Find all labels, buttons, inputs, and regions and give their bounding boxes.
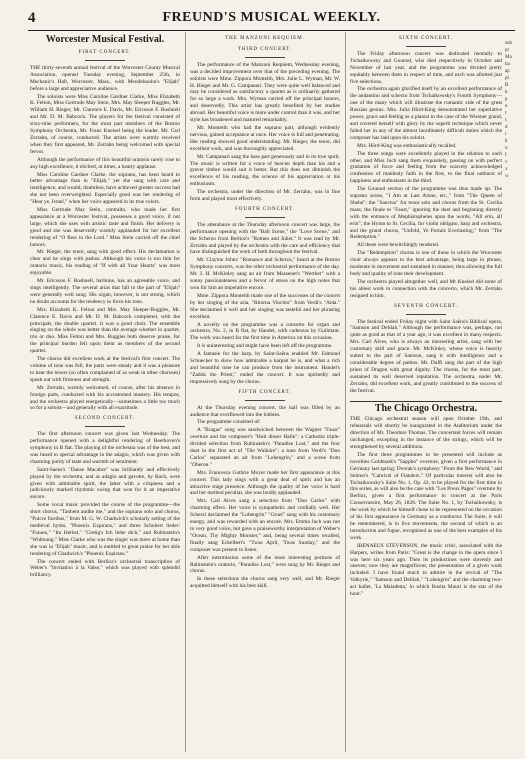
section-divider [85,426,125,427]
paragraph: Mr. Campanari sang the bass part generously and in its true spirit. The music is written for a voice of heavier depth than his and a graver timbre would suit it better. But this does not diminish the excellence of his reading, the science of his appreciation or his enthusiasm. [190,153,340,188]
paragraph: Mr. Ericsson F. Bushnell, baritone, has an agreeable voice, and sings intelligently. The several arias that fall to the part of "Elijah" were generally well sung. His organ, however, is not strong, which no doubt accounts for the tendency to force his tone. [30,278,180,305]
paragraph: THE thirty-seventh annual festival of the Worcester County Musical Association, opened Tuesday evening, September 25th, in Mechanic's Hall, Worcester, Mass., with Mendelssohn's "Elijah" before a large and appreciative audience. [30,64,180,92]
article-title-chicago-orchestra: The Chicago Orchestra. [374,402,478,414]
section-second-concert: SECOND CONCERT. [74,416,136,422]
paragraph: The "Redemption" chorus is one of those in which the Worcester choir always appears to the best advantage, being large in phrase, moderate in movement and sustained in manner, thus allowing the full body and quality of tone their development. [350,250,502,277]
section-divider [245,217,285,218]
paragraph: The first three programmes to be presented will include as novelties Goldmark's "Sappho" overture, given a first performance in Germany last spring; Dvorak's symphony "From the New World," and Selmer's "Carnival of Flanders." Of particular interest will also be Tschaikowsky's Suite No. 1, Op. 43, to be played for the first time in this series, as will also be the case with "Les Preux Pages" overture by Berlioz, given a first performance in concert at the Paris Conservatoire, May 26, 1828. The Suite No. 1, by Tschaikowsky, is the work by which he himself chose to be represented on the occasion of his first appearance in Germany as a conductor. The Suite, it will be remembered, is in five movements, the second of which is an introduction and fugue, recognized as one of the best examples of his work. [350,451,502,541]
article-title-worcester: Worcester Musical Festival. [45,34,165,45]
paragraph: Mrs. Hörd-King was enthusiastically recalled. [357,142,457,149]
paragraph: The performance of the Manzoni Requiem, Wednesday evening, was a decided improvement over that of the preceding evening. The soloists were Mme. Zippora Monteith, Mrs. Julie L. Wyman, Mr. W. H. Rieger and Mr. G. Campanari. They were quite well balanced and may be considered as satisfactory a quartet as is ordinarily gathered for so large a work. Mrs. Wyman carried off the principal honors, and deservedly. This artist has greatly benefited by her studies abroad. Her beautiful voice is more under control than it was, and her style has broadened and matured remarkably. [190,61,340,124]
section-manzoni-requiem: THE MANZONI REQUIEM. [225,36,305,41]
paragraph: The orchestra again glorified itself by an excellent performance of the andantino and scherzo from Tschaikowsky's Fourth Symphony—one of the many which will illustrate the romantic side of the great Russian genius. Mrs. Julia Hörd-King demonstrated her superlative power, grace and feeling as a pianist in the case of the Wiesner grand, and covered herself with glory by the superb technique which never failed her in any of the almost inordinately difficult duties which the composer has laid upon his soloist. [350,86,502,141]
paragraph: The orchestra played altogether well, and Mr Kneisel did some of his ablest work in connection with the concerto, which Mr. Zerrahn resigned to him. [350,278,502,299]
paragraph: Saint-Saens's "Danse Macabre" was brilliantly and effectively played by the orchestra, and as adagio and gavotte, by Bach, were given with admirable spirit, the latter with a crispness and a judiciously marked rhythmic swing that won for it an imperative encore. [30,466,180,501]
paragraph: Mme. Zippora Monteith made one of the successes of the concert by her singing of the aria, "Ritorna Vincitor" from Verdi's "Aida." She declaimed it well and her singing was tasteful and her phrasing excellent. [190,292,340,320]
paragraph: The Gounod section of the programme was thus made up: The soprano scene, "I Am at Last Alone, etc.," from "The Queen of Sheba"; the "Sanctus" for tenor solo and chorus from the St. Cecilia mass; the finale to "Faust," ignoring the duet and beginning directly with the entrance of Mephistopheles upon the words, "All erin, all erin"; the Hymn to St. Cecilia, for violin obligato, harp and orchestra, and the grand chorus, "Unfold, Ye Portals Everlasting," from "The Redemption." [350,186,502,241]
section-divider [245,57,285,58]
page-number: 4 [28,10,36,26]
column-2 [190,32,340,754]
paragraph: THE Chicago orchestral season will open October 19th, and rehearsals will shortly be inaugurated in the Auditorium under the direction of Mr. Theodore Thomas. The concertant forces will remain unchanged, excepting in the instance of the strings, which will be strengthened by several additions. [350,416,502,451]
section-third-concert: THIRD CONCERT. [237,46,293,52]
paragraph: Mrs. Carl Alves sang a selection from "Don Carlos" with charming effect. Her voice is sympathetic and cordially well. Her Scherzi declaimed the "Lohengrin" "Gruel" song with his customary energy, and was rewarded with an encore. Mrs. Emma Juch was not in very good voice, but gave a praiseworthy interpretation of Weber's "Ocean, Thy Mighty Monster," and, being several times recalled, finally sang Eckelbert's "Twas April, 'Twas Sunday," and the composer was present to listen. [190,498,340,553]
paragraph: Although the performance of this beautiful oratorio rarely rose to any high excellence, it elicited, at times, a hearty applause. [30,156,180,170]
column-rule [345,32,346,752]
section-first-concert: FIRST CONCERT. [78,50,132,55]
publication-title: FREUND'S MUSICAL WEEKLY. [162,10,381,25]
paragraph: The chorus did excellent work at the festival's first concert. The volume of tone was full, the parts were steady and it was a pleasure to hear the tenors (so often complained of as weak in other choruses) speak out with firmness and strength. [30,356,180,383]
article-divider [350,401,502,402]
paragraph: Mrs. Francesca Guthrie Moyer made her first appearance at this concert. This lady sings with a great deal of spirit and has an attractive stage presence. Although the quality of her voice is hard and her method peculiar, she was loudly applauded. [190,469,340,497]
paragraph: A novelty on the programme was a concerto for organ and orchestra, No. 2, in B flat, by Handel, with cadenzas by Guilmant. The work was heard for the first time in America on this occasion. [190,321,340,342]
paragraph: The orchestra, under the direction of Mr. Zerrahn, was in fine form and played most effectively. [190,189,340,203]
paragraph: A fantasie for the harp, by Saint-Saëns enabled Mr. Edmund Schuecker to show how admirable a harpist he is, and what a rich and beautiful tone he can produce from the instrument. Handel's "Zadok the Priest," ended the concert. It was spiritedly and impressively sung by the chorus. [190,351,340,385]
paragraph: The three songs were excellently played in the relation to each other, and Miss Juch sang them exquisitely, passing on with perfect gradation of force and feeling from the scarcely acknowledged confession of maidenly faith in the first, to the final outburst of happiness and enthusiasm in the third. [350,150,502,185]
page-header [28,8,515,31]
paragraph: Mr. Zerrahn, warmly welcomed, of course, after his absence in foreign parts, conducted with his accustomed mastery. His tempos, and the orchestra played energetically—sometimes a little too much so for a soloist—and generally with all exactitude. [30,384,180,412]
section-sixth-concert: SIXTH CONCERT. [399,36,453,41]
section-divider [406,314,446,315]
paragraph: Miss Gertrude May Stein, contralto, who made her first appearance at a Worcester festival, possesses a good voice, if not large, which she uses with artistic taste and finish. Her delivery is good and she was deservedly warmly applauded for her excellent rendering of "O Rest in the Lord." Miss Stein carried off the chief honors. [30,207,180,248]
paragraph: A "Bragas" song was sandwiched between the Wagner "Faust" overture and the composer's "Holt dieser Halle"; a Cathedra triple-divided selection from Rubinstein's "Paradise Lost," and the four duet in the first act of "Die Walküre"; a tune from Verdi's "Don Carlos" separated an air from "Lohengrin," and a scene from "Oberon." [190,427,340,468]
paragraph: At the Thursday evening concert, the hall was filled by an audience that overflowed into the lobbies. [190,404,340,418]
paragraph: The first afternoon concert was given last Wednesday. The performance opened with a delightful rendering of Beethoven's symphony in B flat. The playing of the orchestra was of the best, and was heard to special advantage in the adagio, which was given with charming purity of taste and warmth of sentiment. [30,431,180,465]
paragraph: It is uninteresting and might have been left off the programme. [197,343,333,350]
column-1 [30,32,180,754]
paragraph: The programme consisted of: [197,419,261,426]
paragraph: The concert ended with Berlioz's orchestral transcription of Weber's "Invitation à la Valse," which was played with splendid brilliancy. [30,558,180,579]
paragraph: Mr. Rieger, the tenor, sang with good effect. His declamation is clear and he sings with pathos. Although his voice is too thin for oratorio music, his reading of "If with all Your Hearts" was most enjoyable. [30,249,180,277]
section-divider [245,400,285,401]
paragraph: Mr. Clayton Johns' "Romance and Scherzo," heard at the Boston Symphony concerts, was the other orchestral performance of the day. Mr. J. H. McKinley sang an air from Massenet's "Werther" with a sunny passionateness and a fervor of stress on the high notes that won for him an imperative encore. [190,257,340,291]
section-divider [406,46,446,47]
paragraph: The Friday afternoon concert was dedicated mentally to Tschaikowsky and Gounod, who died respectively in October and November of last year, and the programme was divided pretty equitably between them in respect of time, and each was allotted just five selections. [350,50,502,85]
adjacent-page-edge-text: sub pr Ma ha ap pl R h p o t c d i b n f v x w [505,41,512,179]
section-seventh-concert: SEVENTH CONCERT. [394,303,458,309]
paragraph: Miss Caroline Gardner Clarke, the soprano, has been heard to better advantage than in "Elijah," yet she sang with care and intelligence, and would, doubtless, have achieved greater success had she not been overweighted. Especially good was her rendering of "Hear ye, Israel," when her voice appeared in its true colors. [30,171,180,206]
section-fifth-concert: FIFTH CONCERT. [238,389,292,395]
column-rule [185,32,186,752]
paragraph: The festival ended Friday night with Saint Saëns's Biblical opera, "Samson and Delilah." Although the performance was, perhaps, not quite as good as that of a year ago, it was excellent in many respects. Mrs. Carl Alves, who is always an interesting artist, sang with her customary skill and grace. Mr. McKinley, whose voice is heavily suited to the part of Samson, sang it with intelligence and a considerable degree of pathos. Mr. Duffi sang the part of the high priest of Dragon with great dignity. The chorus, for the most part, sustained its well deserved reputation. The orchestra, under Mr. Zerrahn, did excellent work, and greatly contributed to the success of the festival. [350,318,502,394]
paragraph: The attendance at the Thursday afternoon concert was large, the performance opening with the "Ball Scene," the "Love Scene," and the Scherzo from Berlioz's "Romeo and Juliet." It was read by Mr. Zerrahn and played by the orchestra with the care and efficiency that have distinguished the work of both throughout the festival. [190,221,340,256]
paragraph: IRENAEUS STEVENSON, the music critic, associated with the Harpers, writes from Paris: "Great is the change in the opera since I was here six years ago. Then its productions were slovenly and uneven; now they are magnificent, the presentation of a given work included. I have found much to admire in the revival of "The Valkyrie," "Samson and Delilah," "Lohengrin" and the charming two-act ballet, 'La Maladetta,' in which Rosita Mauri is the star of the hour." [350,542,502,598]
paragraph: Mrs. Elizabeth K. Felton and Mrs. May Sleeper-Ruggles, Mr. Clarence E. Davis and Mr. D. M. Babcock completed, with the principals, the double quartet. It was a good choir. The ensemble singing on the whole was better than the average whether in quartet, trio or duo. Miss Felton and Mrs. Ruggles both deserve praise, for the principal burden fell upon them as members of the second quartet. [30,306,180,355]
column-3 [350,32,502,754]
section-fourth-concert: FOURTH CONCERT. [235,206,295,212]
paragraph: All these were bewitchingly rendered. [357,242,440,249]
paragraph: Some vocal music provided the course of the programme—the short chorus, "Tanhem audite me," and the soprano solo and chorus, "Pulcre fioribus," from M. G. W. Chadwick's scholarly setting of the medieval hymn, "Phoenix Expirans," and three Schubert lieder: "Frauen," "Im Herbst," "Gretig's Ich liebe dich," and Rubinstein's "Widmung." Miss Clarke who was the singer was more at home than she was in "Elijah" music, and is entitled to great praise for her able rendering of Chadwick's "Phoenix Expirans." [30,502,180,557]
paragraph: Mr. Monteith who had the soprano part, although evidently nervous, gained acceptance at once. Her voice is full and penetrating. Her reading showed good understanding. Mr. Rieger, the tenor, did excellent work, and was thoroughly appreciated. [190,124,340,152]
paragraph: After intermission some of the most interesting portions of Rubinstein's oratorio, "Paradise Lost," were sung by Mr. Rieger and chorus. [190,554,340,575]
paragraph: The soloists were Miss Caroline Gardner Clarke, Miss Elizabeth K. Felton, Miss Gertrude May Stein, Mrs. May Sleeper Ruggles, Mr. William H. Rieger, Mr. Clarence E. Davis, Mr. Ericsson F. Bushnell and Mr. D. M. Babcock. The players for the festival consisted of sixty-nine performers, for the most part members of the Boston Symphony Orchestra, Mr. Franz Kneisel being the leader. Mr. Carl Zerrahn, of course, conducted. The artists were warmly received when they first appeared, Mr. Zerrahn being welcomed with special fervor. [30,93,180,155]
section-divider [85,60,125,61]
paragraph: In these selections the chorus sang very well, and Mr. Rieger acquitted himself with his best skill. [190,576,340,590]
